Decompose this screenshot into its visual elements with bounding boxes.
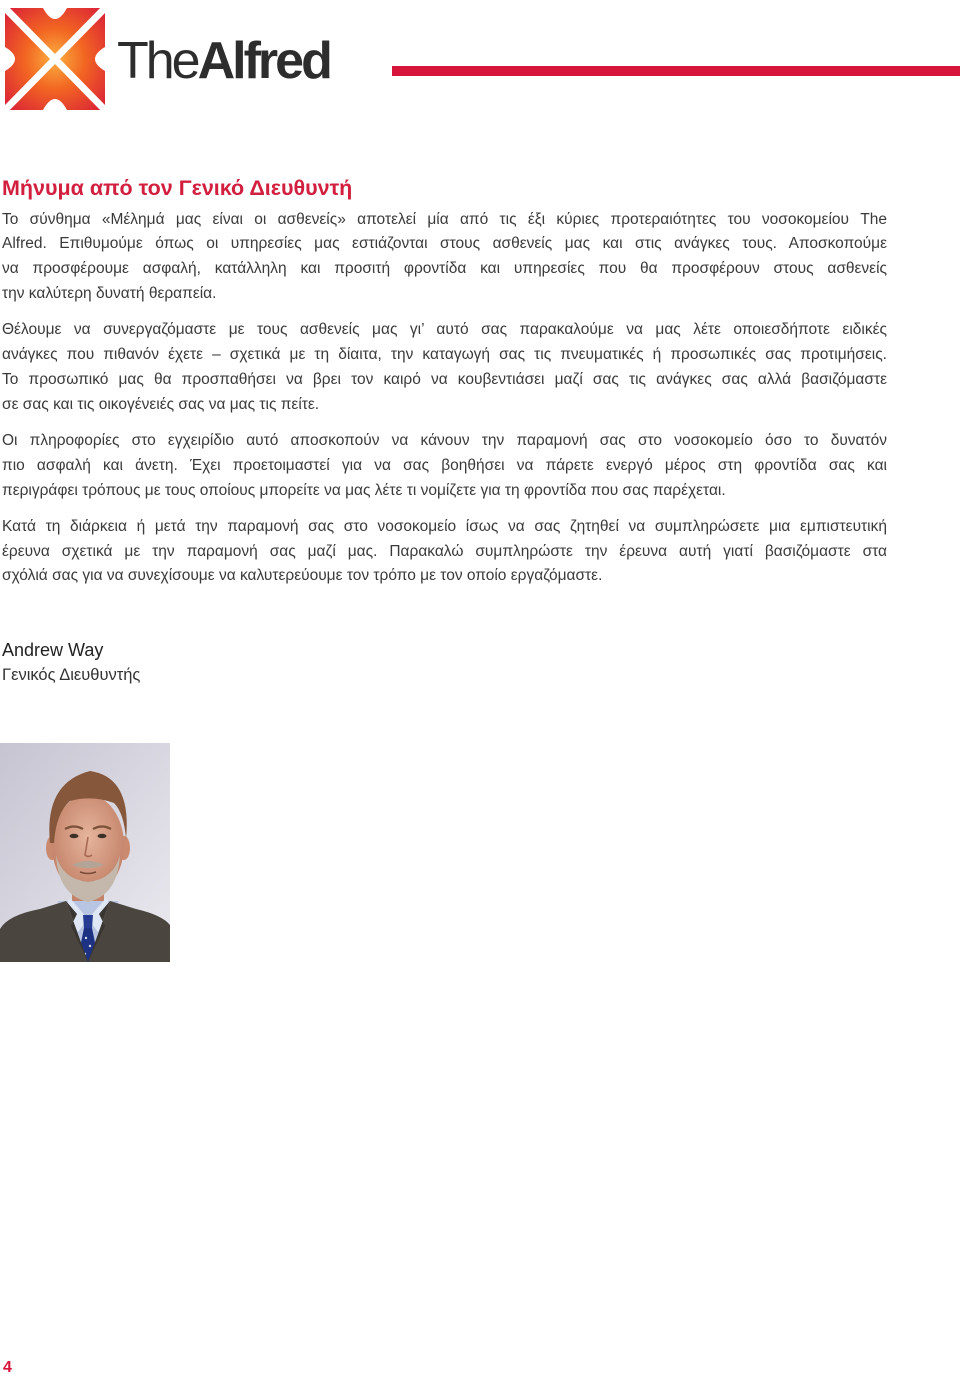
text-line: Το σύνθημα «Μέλημά μας είναι οι ασθενείς» αποτελεί μία από τις έξι κύριες προτεραιότητες του νοσοκομείου The — [2, 210, 887, 228]
text-line: περιγράφει τρόπους με τους οποίους μπορείτε να μας λέτε τι νομίζετε για τη φροντίδα που σας παρέχεται. — [2, 481, 726, 499]
logo-wordmark-bold: Alfred — [197, 32, 330, 90]
text-line: σχόλιά σας για να συνεχίσουμε να καλυτερεύουμε τον τρόπο με τον οποίο εργαζόμαστε. — [2, 567, 603, 585]
alfred-emblem-icon — [5, 8, 105, 110]
paragraph-4 — [2, 515, 887, 589]
text-line: ανάγκες που πιθανόν έχετε – σχετικά με τη δίαιτα, την καταγωγή σας τις πνευματικές ή προσωπικές σας προτιμήσεις. — [2, 346, 887, 364]
text-line: Οι πληροφορίες στο εγχειρίδιο αυτό αποσκοπούν να κάνουν την παραμονή σας στο νοσοκομείο όσο το δυνατόν — [2, 431, 887, 449]
logo-wordmark-regular: The — [117, 32, 198, 90]
text-line: την καλύτερη δυνατή θεραπεία. — [2, 284, 217, 302]
text-line: πιο ασφαλή και άνετη. Έχει προετοιμαστεί για να σας βοηθήσει να πάρετε ενεργό μέρος στη φροντίδα σας και — [2, 456, 887, 474]
text-line: Θέλουμε να συνεργαζόμαστε με τους ασθενείς μας γι’ αυτό σας παρακαλούμε να μας λέτε οποιεσδήποτε ειδικές — [2, 321, 887, 339]
page-title: Μήνυμα από τον Γενικό Διευθυντή — [2, 176, 353, 200]
text-line: Alfred. Επιθυμούμε όπως οι υπηρεσίες μας εστιάζονται στους ασθενείς μας και στις ανάγκες τους. Αποσκοπούμε — [2, 235, 887, 253]
text-line: να προσφέρουμε ασφαλή, κατάλληλη και προσιτή φροντίδα και υπηρεσίες που θα προσφέρουν στους ασθενείς — [2, 260, 887, 278]
text-line: Το προσωπικό μας θα προσπαθήσει να βρει τον καιρό να κουβεντιάσει μαζί σας τις ανάγκες σας αλλά βασιζόμαστε — [2, 370, 887, 388]
header-red-bar — [392, 66, 960, 76]
body-text — [2, 208, 887, 590]
logo-wordmark — [117, 32, 330, 90]
signature-title: Γενικός Διευθυντής — [2, 666, 141, 684]
text-line: Κατά τη διάρκεια ή μετά την παραμονή σας στο νοσοκομείο ίσως να σας ζητηθεί να συμπληρώσετε μια εμπιστευτική — [2, 517, 887, 535]
signature-name: Andrew Way — [2, 640, 104, 660]
paragraph-3 — [2, 429, 887, 503]
text-line: έρευνα σχετικά με την παραμονή σας μαζί μας. Παρακαλώ συμπληρώστε την έρευνα αυτή γιατί βασιζόμαστε στα — [2, 542, 887, 560]
page-number: 4 — [3, 1359, 12, 1376]
portrait-photo — [0, 743, 170, 962]
text-line: σε σας και τις οικογένειές σας να μας τις πείτε. — [2, 395, 320, 413]
paragraph-1 — [2, 208, 887, 307]
paragraph-2 — [2, 318, 887, 417]
